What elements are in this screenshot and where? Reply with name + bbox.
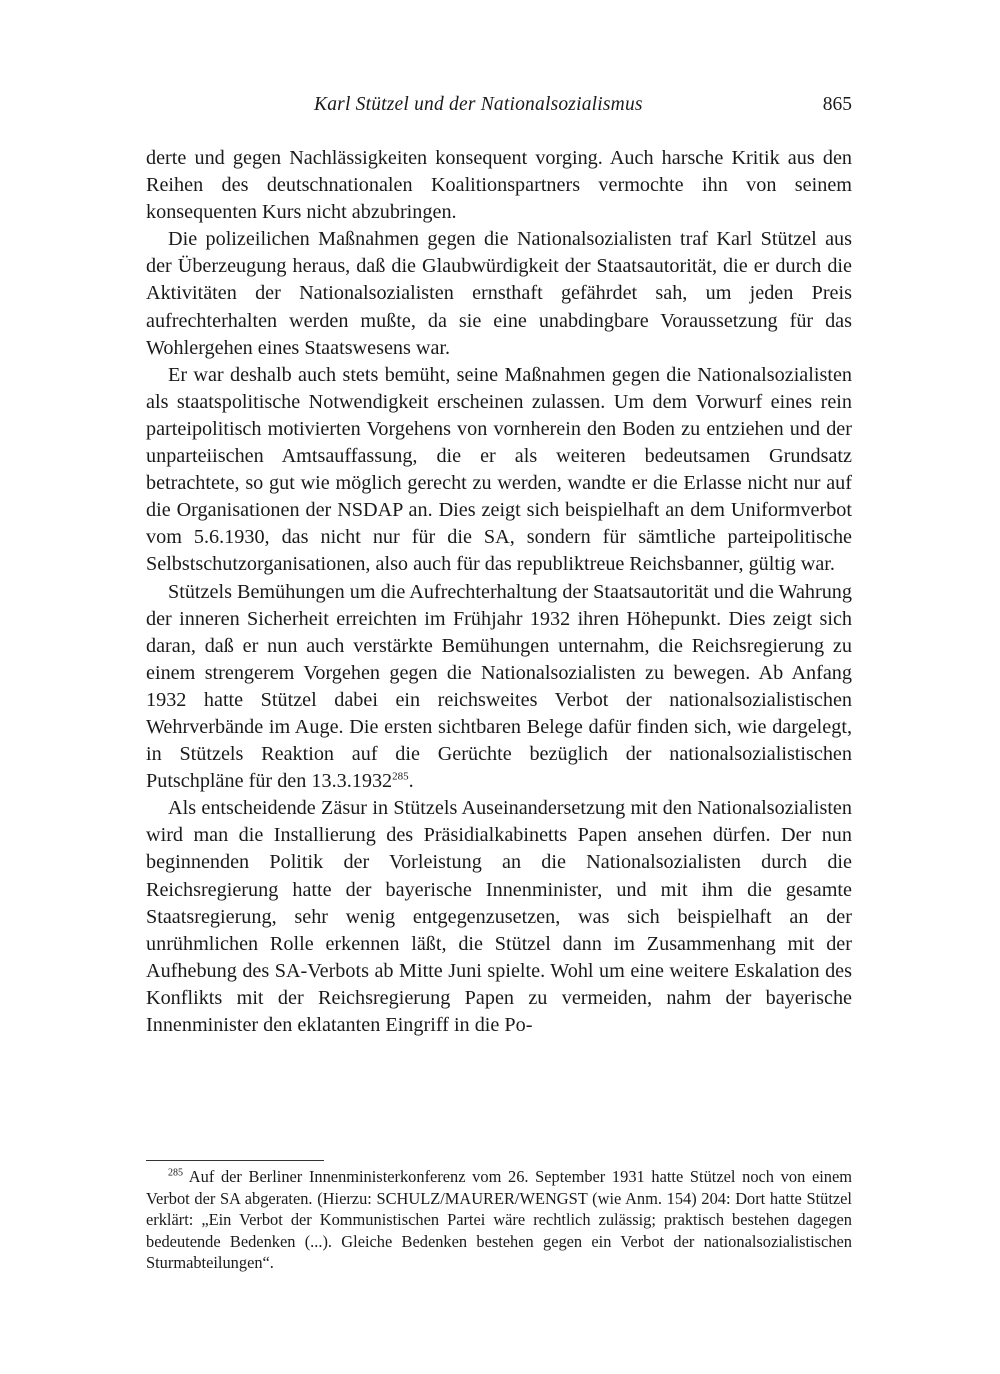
paragraph-5: Als entscheidende Zäsur in Stützels Auseinandersetzung mit den Nationalsozialisten wird man die Installierung des Präsidialkabinetts Papen ansehen dürfen. Der nun beginnenden Politik der Vorleistung an die Nationalsozialisten durch die Reichsregierung hatte der bayerische Innenminister, und mit ihm die gesamte Staatsregierung, sehr wenig entgegenzusetzen, was sich beispielhaft an der unrühmlichen Rolle erkennen läßt, die Stützel dann im Zusammenhang mit der Aufhebung des SA-Verbots ab Mitte Juni spielte. Wohl um eine weitere Eskalation des Konflikts mit der Reichsregierung Papen zu vermeiden, nahm der bayerische Innenminister den eklatanten Eingriff in die Po- (146, 797, 852, 1036)
footnote-number: 285 (168, 1167, 183, 1179)
paragraph-1: derte und gegen Nachlässigkeiten konsequent vorging. Auch harsche Kritik aus den Reihen des deutschnationalen Koalitionspartners vermochte ihn von seinem konsequenten Kurs nicht abzubringen. (146, 147, 852, 224)
paragraph-4-text: Stützels Bemühungen um die Aufrechterhaltung der Staatsautorität und die Wahrung der inneren Sicherheit erreichten im Frühjahr 1932 ihren Höhepunkt. Dies zeigt sich daran, daß er nun auch verstärkte Bemühungen unternahm, die Reichsregierung zu einem strengerem Vorgehen gegen die Nationalsozialisten zu bewegen. Ab Anfang 1932 hatte Stützel dabei ein reichsweites Verbot der nationalsozialistischen Wehrverbände im Auge. Die ersten sichtbaren Belege dafür finden sich, wie dargelegt, in Stützels Reaktion auf die Gerüchte bezüglich der nationalsozialistischen Putschpläne für den 13.3.1932 (146, 580, 852, 793)
main-text (146, 145, 852, 1039)
paragraph-3: Er war deshalb auch stets bemüht, seine Maßnahmen gegen die Nationalsozialisten als staatspolitische Notwendigkeit erscheinen zulassen. Um dem Vorwurf eines rein parteipolitisch motivierten Vorgehens von vornherein den Boden zu entziehen und der unparteiischen Amtsauffassung, die er als weiteren bedeutsamen Grundsatz betrachtete, so gut wie möglich gerecht zu werden, wandte er die Erlasse nicht nur auf die Organisationen der NSDAP an. Dies zeigt sich beispielhaft an dem Uniformverbot vom 5.6.1930, das nicht nur für die SA, sondern für sämtliche parteipolitische Selbstschutzorganisationen, also auch für das republiktreue Reichsbanner, gültig war. (146, 363, 852, 576)
running-head (146, 94, 852, 124)
footnote-reference-285[interactable]: 285 (392, 770, 409, 783)
paragraph-4-tail: . (408, 770, 414, 793)
running-title: Karl Stützel und der Nationalsozialismus (314, 94, 643, 115)
footnotes-area (146, 1166, 852, 1274)
footnote-text: Auf der Berliner Innenministerkonferenz vom 26. September 1931 hatte Stützel noch von einem Verbot der SA abgeraten. (Hierzu: SCHULZ/MAURER/WENGST (wie Anm. 154) 204: Dort hatte Stützel erklärt: „Ein Verbot der Kommunistischen Partei wäre rechtlich zulässig; praktisch bestehen dagegen bedeutende Bedenken (...). Gleiche Bedenken bestehen gegen ein Verbot der nationalsozialistischen Sturmabteilungen“. (146, 1167, 852, 1272)
paragraph-2: Die polizeilichen Maßnahmen gegen die Nationalsozialisten traf Karl Stützel aus der Überzeugung heraus, daß die Glaubwürdigkeit der Staatsautorität, die er durch die Aktivitäten der Nationalsozialisten ernsthaft gefährdet sah, um jeden Preis aufrechterhalten werden mußte, da sie eine unabdingbare Voraussetzung für das Wohlergehen eines Staatswesens war. (146, 228, 852, 359)
footnote-divider (146, 1160, 324, 1161)
footnote-285 (146, 1166, 852, 1274)
page-number: 865 (822, 94, 852, 115)
paragraph-4 (146, 579, 852, 796)
